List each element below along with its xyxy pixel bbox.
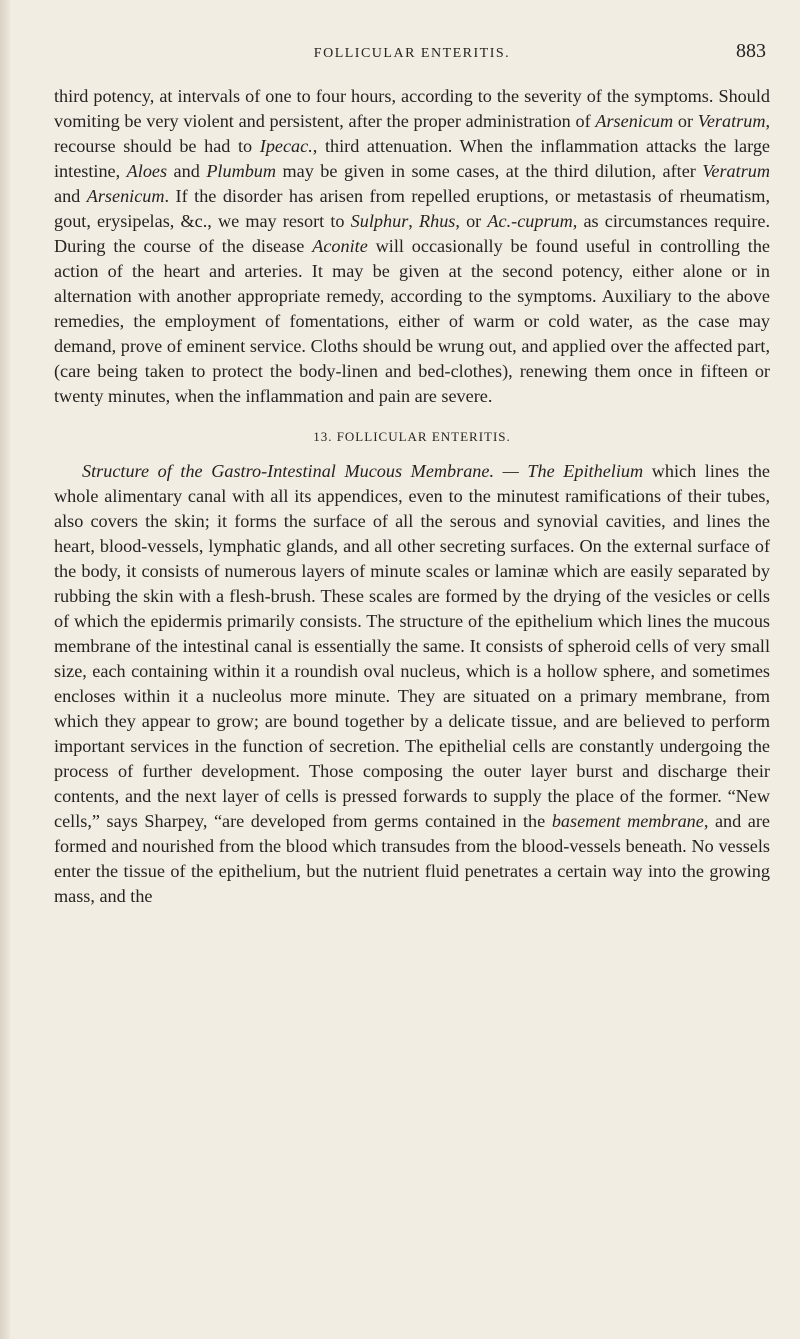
- text-run: may be given in some cases, at the third dilution, after: [276, 161, 703, 181]
- page-binding-edge: [0, 0, 10, 1339]
- italic-term: Aconite: [312, 236, 368, 256]
- italic-term: Veratrum: [702, 161, 771, 181]
- paragraph-treatment: [54, 84, 770, 409]
- italic-term: Arsenicum: [595, 111, 674, 131]
- text-run: third potency, at intervals of one to four hours, according to the severity of the symptoms. Should vomiting be very violent and persistent, after the proper administration of: [54, 86, 770, 131]
- running-title: FOLLICULAR ENTERITIS.: [313, 46, 511, 61]
- text-run: , and are formed and nourished from the blood which transudes from the blood-vessels beneath. No vessels enter the tissue of the epithelium, but the nutrient fluid penetrates a certain way into the growing mass, and the: [54, 811, 771, 906]
- text-run: and: [167, 161, 207, 181]
- text-run: . If the disorder has arisen from repelled eruptions, or metastasis of rheumatism, gout, erysipelas, &c., we may resort to: [54, 186, 770, 231]
- text-run: , recourse should be had to: [54, 111, 771, 156]
- italic-term: Arsenicum: [86, 186, 165, 206]
- italic-term: basement membrane: [551, 811, 704, 831]
- section-heading: 13. FOLLICULAR ENTERITIS.: [313, 429, 511, 444]
- text-run: which lines the whole alimentary canal with all its appendices, even to the minutest ramifications of their tubes, also covers the skin; it forms the surface of all the serous and synovial cavities, and lines the heart, blood-vessels, lymphatic glands, and all other secreting surfaces. On the external surface of the body, it consists of numerous layers of minute scales or laminæ which are easily separated by rubbing the skin with a flesh-brush. These scales are formed by the drying of the vesicles or cells of which the epidermis primarily consists. The structure of the epithelium which lines the mucous membrane of the intestinal canal is essentially the same. It consists of spheroid cells of very small size, each containing within it a roundish oval nucleus, which is a hollow sphere, and sometimes encloses within it a nucleolus more minute. They are situated on a primary membrane, from which they appear to grow; are bound together by a delicate tissue, and are believed to perform important services in the function of secretion. The epithelial cells are constantly undergoing the process of further development. Those composing the outer layer burst and discharge their contents, and the next layer of cells is pressed forwards to supply the place of the former. “New cells,” says Sharpey, “are developed from germs contained in the: [54, 461, 770, 831]
- book-page: [54, 40, 770, 909]
- italic-term: Aloes: [126, 161, 168, 181]
- text-run: ,: [408, 211, 419, 231]
- text-run: and: [54, 186, 87, 206]
- text-run: , or: [455, 211, 488, 231]
- text-run: , as circumstances require. During the course of the disease: [54, 211, 771, 256]
- text-run: will occasionally be found useful in controlling the action of the heart and arteries. It may be given at the second potency, either alone or in alternation with another appropriate remedy, according to the symptoms. Auxiliary to the above remedies, the employment of fomentations, either of warm or cold water, as the case may demand, prove of eminent service. Cloths should be wrung out, and applied over the affected part, (care being taken to protect the body-linen and bed-clothes), renewing them once in fifteen or twenty minutes, when the inflammation and pain are severe.: [54, 236, 771, 406]
- page-number: 883: [736, 40, 766, 62]
- italic-term: Plumbum: [206, 161, 277, 181]
- text-run: , third attenuation. When the inflammation attacks the large intestine,: [54, 136, 770, 181]
- italic-term: Structure of the Gastro-Intestinal Mucous Membrane. — The Epithelium: [82, 461, 644, 481]
- paragraph-structure: [54, 459, 770, 909]
- italic-term: Rhus: [419, 211, 456, 231]
- italic-term: Sulphur: [350, 211, 409, 231]
- italic-term: Veratrum: [697, 111, 766, 131]
- italic-term: Ac.-cuprum: [487, 211, 573, 231]
- text-run: or: [673, 111, 698, 131]
- italic-term: Ipecac.: [259, 136, 313, 156]
- running-head: [54, 40, 770, 84]
